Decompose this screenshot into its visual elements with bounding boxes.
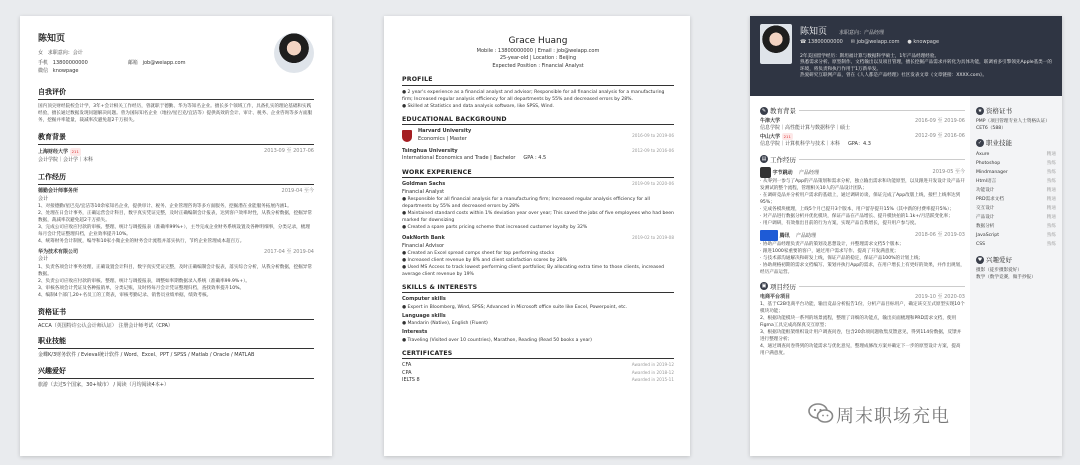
job1-item: · 对产品进行数据分析并优化模块，保证产品在产品增长、提升模快拍的1.1k+/月活跃变化率；: [760, 213, 953, 219]
edu2-major: International Economics and Trade | Bachelor: [402, 155, 516, 162]
skills-title: SKILLS & INTERESTS: [402, 284, 674, 294]
job1-item: 2、处理在日会计事务，正确运营会计科目，数字真实凭证完整，及时正确编制会计报表，达到客户效率时性，从我分析数据，挖掘异常数据，裁减率次避免超2千万损失。: [38, 211, 312, 224]
job1-item: ● Created a spare parts pricing scheme that increased customer loyalty by 32%: [402, 225, 588, 231]
language-skills-title: Language skills: [402, 312, 446, 319]
email-icon: ✉: [850, 39, 855, 45]
skill-title: 职业技能: [38, 336, 314, 349]
work-title: 工作经历: [38, 172, 314, 185]
wechat-value: knowpage: [52, 67, 79, 74]
job1-item: · 用户调研，有效推出目前的行为方案，实现产品自我增长，提升用户参与度。: [760, 220, 920, 226]
job1-item: · 从零到一参与了App的产品策划和需求分析，独立输出需求和功能原型，以及跟进开发设计及产品开发测试的整个流程，管理相关10人的产品设计团队；: [760, 178, 965, 191]
job2-item: · 协助产品经理负责产品的策划及思想设计，并整理需求文档5个版本；: [760, 241, 904, 247]
side-cert-title: 资格证书: [986, 107, 1012, 115]
wechat-icon: ●: [907, 39, 912, 45]
cert-date: Awarded in 2015-11: [631, 377, 674, 382]
computer-skills-title: Computer skills: [402, 296, 446, 303]
job1-company: 德勤会计师事务所: [38, 188, 79, 195]
watermark-text: 周末职场充电: [836, 406, 950, 427]
job2-date: 2017-04 至 2019-04: [264, 249, 314, 256]
job1-role: Financial Analyst: [402, 188, 445, 195]
job1-date: 2019-05 至今: [932, 168, 965, 175]
heart-icon: ♥: [977, 256, 983, 263]
resume-name: 陈知页: [38, 34, 66, 44]
school-tag: 211: [71, 149, 79, 155]
briefcase-icon: ▤: [761, 156, 767, 163]
skill-row: 交互设计 精通: [976, 206, 1056, 211]
job2-company: OakNorth Bank: [402, 235, 445, 242]
job1-item: 4、统筹财务会计制度，编导和10家小微企业的财务会计流程并落实执行，节约企业管理成本超百万。: [38, 239, 245, 245]
skill-row: 数据分析 熟练: [976, 224, 1056, 229]
job2-item: 4、编制4个部门,20+名员工的工资表，审核考勤记录、销售员业绩单据，绩效考核。: [38, 292, 212, 298]
job2-item: ● Created an Excel spread comps sheet for top performing stocks: [402, 250, 555, 256]
job1-role: 产品经理: [798, 169, 819, 176]
job1-date: 2019-04 至今: [281, 188, 314, 195]
self-eval-title: 自我评价: [38, 87, 314, 100]
wechat-logo-icon: [808, 402, 834, 424]
job2-item: 1、负责各项会计事务处理，正确设置会计科目，数字真实凭证完整，及时正确编制会计报表，落实综合分析，从我分析数据，挖掘异常数据。: [38, 264, 312, 277]
hobby-list: 旅游（去过5个国家，30+城市） / 阅读（月均阅读4本+）: [38, 381, 169, 388]
edu2-date: 2012-09 to 2016-06: [632, 148, 674, 154]
education-icon: ✎: [761, 107, 767, 114]
education-title: EDUCATIONAL BACKGROUND: [402, 116, 674, 126]
intent: 求职意向：产品经理: [839, 30, 885, 36]
skills-icon: ✓: [977, 139, 983, 146]
certificate-icon: ★: [977, 107, 983, 114]
self-eval-text: 国内顶尖财经院校会计学，3年+会计相关工作经历，曾就职于德勤、华为等知名企业。擅长多个领域工作，具备扎实的理论基础和实践经验，擅长通过数据发现问题解决问题。曾为国际知名企业（地拉/星巴克/宜洁等）提供高效的会计、审计、税务、企业咨询等多方面服务，挖掘并率能量，裁减率次避免超2千万损失。: [38, 104, 313, 124]
project-item: 1、基于C2B电商平台功能，输出竞品分析报告1份，分析产品目标用户，确定该交互式原型实现10个模块功能；: [760, 302, 965, 315]
job2-item: 2、负责公司应收应付款的审核、整理、统计与调拨报表，调整如率期数据录入系统（准确率99.9%+）。: [38, 278, 251, 284]
edu1-school: 牛津大学: [760, 118, 781, 124]
harvard-logo-icon: [402, 130, 412, 142]
language-skills-text: ● Mandarin (Native), English (Fluent): [402, 321, 488, 327]
cert-title: 资格证书: [38, 307, 314, 320]
cert-list: ACCA（英国特许公认会计师认证） 注册会计师考试（CPA）: [38, 322, 173, 329]
job2-item: · 协助规格初期的需求文档编写、策划并执行App的需求，在用户增长上有更好的效果，并作出规划，经历产品运营。: [760, 262, 965, 275]
job2-company: 腾讯: [779, 232, 790, 239]
job1-item: 1、对接德勤/星巴克/宜洁等10余家知名企业，提供审计、税务、企业管理咨询等多方面服务，挖掘潜在业能服务拓展内涵1。: [38, 204, 292, 210]
side-cert: CET6（588）: [976, 126, 1006, 131]
school-date: 2013-09 至 2017-06: [264, 148, 314, 155]
phone-label: 手机: [38, 60, 49, 67]
project-name: 电商平台项目: [760, 293, 791, 300]
cert-name: IELTS 8: [402, 377, 420, 383]
side-cert: PMP（项目管理专业人士资格认证）: [976, 119, 1050, 124]
header-band: [750, 16, 1062, 96]
job2-role: 产品助理: [795, 232, 816, 239]
job1-role: 会计: [38, 195, 49, 202]
contact-line: Mobile : 13800000000 | Email : job@weiapp.com: [476, 48, 600, 54]
summary-line: 热爱研究互联网产品，曾在《人人都是产品经理》社区发表文章《文章链接：XXXX.com》。: [800, 73, 987, 79]
hobby-title: 兴趣爱好: [38, 366, 314, 379]
age-location: 25-year-old | Location : Beijing: [499, 55, 577, 62]
edu-title: 教育背景: [38, 132, 314, 145]
job1-item: ● Maintained standard costs within 1% deviation year over year; This saved the jobs of five employees who had been marked for downsizing: [402, 211, 674, 224]
certificates-title: CERTIFICATES: [402, 350, 674, 360]
avatar: [760, 24, 792, 64]
project-title: 项目经历: [770, 282, 796, 291]
email-value: job@weiapp.com: [856, 39, 900, 45]
project-item: 4、通过调查问卷得到的功能需求与优化意见，整理成修改方案并确定下一步的原型设计方案，提高用户满意度。: [760, 344, 961, 357]
project-item: 3、根据功能框架组织设计用户调查问卷，包含20余项问题收集反馈意见，得到114份数据，反馈并进行整理分析；: [760, 330, 962, 343]
email-value: job@weiapp.com: [142, 60, 186, 67]
skill-row: JavaScript 熟练: [976, 233, 1056, 238]
cert-date: Awarded in 2018-12: [631, 369, 674, 375]
skill-row: Mindmanager 熟练: [976, 170, 1056, 175]
profile-title: PROFILE: [402, 76, 674, 86]
bytedance-logo-icon: [760, 167, 771, 178]
job2-date: 2019-02 to 2019-08: [632, 235, 674, 241]
project-item: 2、根据功能模块一系列的场景流程，整理了详细的功能点，输出页面梳理和PRD需求文档，使用Figma工具完成高保真交互原型；: [760, 316, 957, 329]
resume-financial-analyst: [384, 16, 690, 456]
resume-accountant: [20, 16, 332, 456]
edu2-gpa: GPA : 4.5: [523, 155, 547, 162]
tencent-logo-icon: [760, 230, 778, 241]
job2-item: 3、审核各项会计凭证及各种报销单，分类记账，及时将每月会计凭证整理归档，查找效率提升10%。: [38, 285, 245, 291]
avatar: [274, 33, 314, 73]
cert-name: CFA: [402, 362, 412, 369]
skill-row: PRD需求文档 精通: [976, 197, 1056, 202]
edu1-major: 信息学院｜高性能计算与数据科学｜硕士: [760, 125, 851, 132]
edu1-date: 2016-09 至 2019-06: [915, 118, 965, 124]
edu2-date: 2012-09 至 2016-06: [915, 132, 965, 139]
work-title: WORK EXPERIENCE: [402, 169, 674, 179]
side-hobby: 摄影（徒步摄影爱好）: [976, 268, 1022, 273]
summary-line: 熟悉需求分析、原型制作、文档输出以及项目管理，擅长挖掘产品需求并转化为具体功能，联调看多引擎领先Apple基类一的环境，将负责和执行作用于1万新举发。: [800, 60, 1052, 72]
job2-role: Financial Advisor: [402, 242, 445, 249]
job2-item: ● Increased client revenue by 8% and client satisfaction scores by 28%: [402, 257, 568, 263]
edu1-school: Harvard University: [418, 128, 472, 135]
work-title: 工作经历: [770, 155, 796, 164]
job1-item: · 在调研竞品并分析用户需求的基础上，通过调研访谈，保证完成了App改版上线，接栏上线率达到95%；: [760, 192, 961, 205]
skill-row: Axure 精通: [976, 152, 1056, 157]
resume-name: 陈知页: [800, 27, 828, 37]
resume-name: Grace Huang: [508, 36, 568, 46]
interests-text: ● Traveling (Visited over 10 countries), Marathon, Reading (Read 50 books a year): [402, 337, 592, 343]
edu-title: 教育背景: [770, 107, 796, 115]
edu1-date: 2016-09 to 2019-06: [632, 133, 674, 139]
school-detail: 会计学院｜会计学｜本科: [38, 156, 94, 163]
skill-row: CSS 熟练: [976, 242, 1056, 247]
profile-item: ● 2 year's experience as a financial analyst and advisor; Responsible for all financial analysis for a manufacturing firm; Increased regular analysis efficiency for all departments by 55% and decreased errors by 28%.: [402, 89, 665, 102]
job1-company: Goldman Sachs: [402, 181, 446, 188]
job2-company: 华为技术有限公司: [38, 249, 79, 256]
computer-skills-text: ● Expert in Bloomberg, Wind, SPSS; Advanced in Microsoft office suite like Excel, Powerpoint, etc.: [402, 304, 627, 310]
interests-title: Interests: [402, 329, 428, 336]
job2-item: · 与技术部沟通解决和研发上线，保证产品的稳定，保证产品100%的计划上线；: [760, 255, 924, 261]
summary-line: 2年美国留学经历：斯坦福计算与数据科学硕士，1年产品经理经验。: [800, 54, 940, 59]
skill-row: Html语言 熟练: [976, 179, 1056, 184]
skill-row: 产品设计 精通: [976, 215, 1056, 220]
phone-value: 13800000000: [807, 39, 843, 45]
intent: 求职意向：会计: [47, 50, 83, 56]
edu2-major: 信息学院｜计算机科学与技术｜本科: [760, 141, 841, 148]
edu2-gpa: GPA：4.3: [847, 141, 871, 148]
project-icon: ▣: [761, 283, 767, 290]
wechat-value: knowpage: [913, 39, 940, 45]
side-hobby: 数学（数学竞赛，做手抄报）: [976, 275, 1036, 280]
side-skill-title: 职业技能: [986, 139, 1012, 147]
job2-item: ● Used MS Access to track lowest performing client portfolios; By allocating extra time to those clients, increased average client revenue by 19%: [402, 264, 665, 277]
expected-position: Expected Position : Financial Analyst: [492, 62, 584, 69]
cert-date: Awarded in 2019-12: [631, 362, 674, 368]
gender: 女: [38, 50, 44, 56]
edu1-major: Economics | Master: [418, 135, 467, 142]
job1-item: ● Responsible for all financial analysis for a manufacturing firm; Increased regular analysis efficiency for all departments by 55% and decreased errors by 28%: [402, 197, 650, 210]
profile-item: ● Skilled at Statistics and data analysis software, like SPSS, Wind.: [402, 103, 555, 109]
school-name: 上海财经大学: [38, 149, 69, 156]
job1-item: 3、完成公司应收应付款的审核、整理、统计与调拨报表（准确率99%+），主导完成企业财务系统设置及各种明细事，分类记录，梳理每月会计凭证整理归档，企业效率提升10%。: [38, 225, 310, 238]
project-date: 2019-10 至 2020-03: [915, 293, 965, 300]
job2-date: 2018-06 至 2019-03: [915, 231, 965, 238]
cert-name: CPA: [402, 369, 412, 376]
phone-icon: ☎: [800, 39, 807, 45]
job1-item: · 完成各模块梳理，上线5个月已提升3个版本，用户留存提升15%（其中新的付费率提升5%）；: [760, 206, 954, 212]
edu2-school: Tsinghua University: [402, 148, 458, 155]
job2-item: · 跟进1000家重要的客户，通过用户需求写作、提高了开发满意度；: [760, 248, 899, 254]
skill-row: Photoshop 熟练: [976, 161, 1056, 166]
wechat-label: 微信: [38, 67, 49, 74]
edu2-school: 中山大学: [760, 134, 781, 141]
email-label: 邮箱: [127, 60, 138, 67]
skill-row: 功能设计 精通: [976, 188, 1056, 193]
job2-role: 会计: [38, 256, 49, 263]
side-hobby-title: 兴趣爱好: [986, 256, 1012, 264]
resume-product-manager: [750, 16, 1062, 456]
skill-list: 金蝶K/3财务软件 / Evieval统计软件 / Word、Excel、PPT / SPSS / Matlab / Oracle / MATLAB: [38, 352, 255, 359]
job1-date: 2019-09 to 2020-06: [632, 181, 674, 187]
phone-value: 13800000000: [52, 60, 88, 67]
edu2-tag: 211: [783, 133, 791, 139]
job1-company: 字节跳动: [772, 169, 793, 176]
